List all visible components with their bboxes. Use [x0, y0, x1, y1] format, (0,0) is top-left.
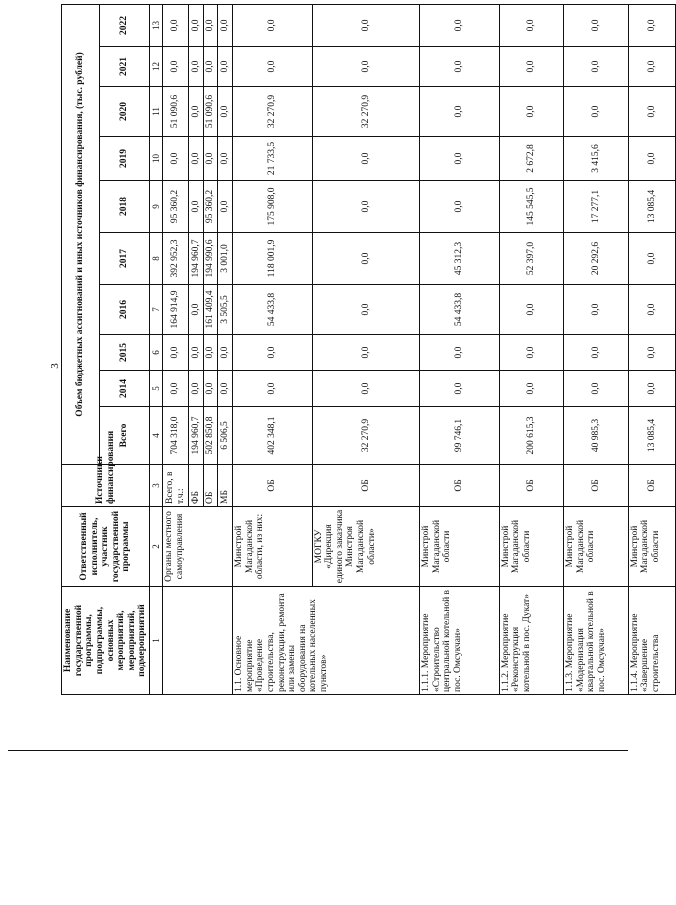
row-value: 145 545,5 — [499, 181, 564, 233]
row-value: 0,0 — [499, 47, 564, 87]
row-executor: Минстрой Магаданской области, из них: — [233, 507, 313, 587]
row-value: 0,0 — [218, 87, 233, 137]
row-value: 0,0 — [189, 47, 204, 87]
row-value: 0,0 — [420, 4, 500, 46]
row-value: 21 733,5 — [233, 137, 313, 181]
row-value: 0,0 — [628, 285, 675, 335]
row-value: 17 277,1 — [564, 181, 629, 233]
table-row — [163, 4, 189, 694]
row-value: 0,0 — [163, 4, 189, 46]
row-value: 51 090,6 — [163, 87, 189, 137]
row-value: 0,0 — [203, 371, 218, 407]
column-number: 13 — [150, 4, 163, 46]
row-value: 0,0 — [499, 87, 564, 137]
row-value: 0,0 — [564, 47, 629, 87]
row-value: 0,0 — [189, 4, 204, 46]
row-executor: Минстрой Магаданской области — [499, 507, 564, 587]
row-value: 32 270,9 — [233, 87, 313, 137]
row-value: 0,0 — [203, 4, 218, 46]
table-row — [628, 4, 675, 694]
header-year: 2018 — [100, 181, 150, 233]
header-total: Всего — [100, 407, 150, 465]
row-value: 45 312,3 — [420, 233, 500, 285]
row-value: 0,0 — [628, 335, 675, 371]
row-total: 40 985,3 — [564, 407, 629, 465]
row-value: 0,0 — [564, 87, 629, 137]
row-value: 0,0 — [628, 371, 675, 407]
row-source: ОБ — [499, 465, 564, 507]
column-number: 2 — [150, 507, 163, 587]
row-value: 164 914,9 — [163, 285, 189, 335]
row-value: 0,0 — [564, 4, 629, 46]
row-source: ОБ — [312, 465, 420, 507]
row-value: 52 397,0 — [499, 233, 564, 285]
row-value: 20 292,6 — [564, 233, 629, 285]
budget-table — [61, 4, 676, 695]
row-value: 3 415,6 — [564, 137, 629, 181]
row-source: МБ — [218, 465, 233, 507]
column-number: 4 — [150, 407, 163, 465]
row-value: 32 270,9 — [312, 87, 420, 137]
row-value: 0,0 — [218, 335, 233, 371]
row-value: 392 952,3 — [163, 233, 189, 285]
column-number: 12 — [150, 47, 163, 87]
row-value: 0,0 — [420, 137, 500, 181]
table-row — [420, 4, 500, 694]
row-value: 54 433,8 — [420, 285, 500, 335]
row-source: ФБ — [189, 465, 204, 507]
row-value: 0,0 — [312, 335, 420, 371]
column-number: 3 — [150, 465, 163, 507]
row-name-cell: 1.1.4. Мероприятие «Завершение строительства — [628, 587, 675, 695]
row-value: 194 960,7 — [189, 233, 204, 285]
row-total: 194 960,7 — [189, 407, 204, 465]
header-year: 2015 — [100, 335, 150, 371]
row-total: 402 348,1 — [233, 407, 313, 465]
row-source: ОБ — [420, 465, 500, 507]
header-volume: Объем бюджетных ассигнований и иных источников финансирования, (тыс. рублей) — [62, 4, 100, 464]
row-source: ОБ — [203, 465, 218, 507]
row-value: 0,0 — [203, 335, 218, 371]
table-row — [564, 4, 629, 694]
row-value: 0,0 — [233, 4, 313, 46]
row-value: 0,0 — [233, 335, 313, 371]
row-executor: Органы местного самоуправления — [163, 507, 233, 587]
row-source: ОБ — [233, 465, 313, 507]
row-total: 13 085,4 — [628, 407, 675, 465]
row-value: 161 409,4 — [203, 285, 218, 335]
row-name-cell: 1.1.2. Мероприятие «Реконструкция котельной в пос. Дукат» — [499, 587, 564, 695]
row-source: ОБ — [628, 465, 675, 507]
row-total: 6 506,5 — [218, 407, 233, 465]
row-value: 0,0 — [233, 47, 313, 87]
row-value: 0,0 — [420, 335, 500, 371]
row-value: 0,0 — [163, 137, 189, 181]
row-total: 704 318,0 — [163, 407, 189, 465]
row-name-cell: 1.1.1. Мероприятие «Строительство центральной котельной в пос. Омсукчан» — [420, 587, 500, 695]
row-value: 0,0 — [189, 335, 204, 371]
row-value: 0,0 — [420, 87, 500, 137]
row-value: 0,0 — [564, 335, 629, 371]
row-value: 0,0 — [564, 371, 629, 407]
row-value: 0,0 — [189, 87, 204, 137]
row-total: 99 746,1 — [420, 407, 500, 465]
row-value: 0,0 — [312, 285, 420, 335]
row-value: 0,0 — [312, 137, 420, 181]
column-number: 10 — [150, 137, 163, 181]
row-value: 95 360,2 — [163, 181, 189, 233]
row-value: 95 360,2 — [203, 181, 218, 233]
row-total: 32 270,9 — [312, 407, 420, 465]
row-value: 0,0 — [420, 181, 500, 233]
rotated-page-content — [61, 5, 666, 695]
header-year: 2020 — [100, 87, 150, 137]
row-value: 0,0 — [312, 47, 420, 87]
row-value: 0,0 — [628, 87, 675, 137]
row-value: 0,0 — [218, 137, 233, 181]
row-value: 0,0 — [233, 371, 313, 407]
column-number: 8 — [150, 233, 163, 285]
row-total: 502 850,8 — [203, 407, 218, 465]
row-value: 0,0 — [189, 181, 204, 233]
row-value: 0,0 — [628, 233, 675, 285]
column-number: 6 — [150, 335, 163, 371]
row-value: 0,0 — [628, 4, 675, 46]
row-value: 0,0 — [499, 4, 564, 46]
row-executor: МОГКУ «Дирекция единого заказчика Минстроя Магаданской области» — [312, 507, 420, 587]
row-value: 118 001,9 — [233, 233, 313, 285]
row-value: 0,0 — [218, 371, 233, 407]
table-row — [499, 4, 564, 694]
column-number: 1 — [150, 587, 163, 695]
header-source: Источники финансирования — [62, 465, 150, 507]
row-value: 0,0 — [564, 285, 629, 335]
row-value: 0,0 — [189, 137, 204, 181]
row-value: 0,0 — [218, 4, 233, 46]
header-name: Наименование государственной программы, подпрограммы, основных мероприятий, мероприятий, подмероприятий — [62, 587, 150, 695]
row-executor: Минстрой Магаданской области — [564, 507, 629, 587]
row-value: 0,0 — [189, 285, 204, 335]
row-value: 0,0 — [312, 181, 420, 233]
row-value: 0,0 — [420, 47, 500, 87]
page-divider-line — [8, 750, 628, 751]
row-value: 54 433,8 — [233, 285, 313, 335]
row-value: 175 908,0 — [233, 181, 313, 233]
row-value: 0,0 — [312, 371, 420, 407]
header-executor: Ответственный исполнитель, участник государственной программы — [62, 507, 150, 587]
row-name-cell — [163, 587, 233, 695]
header-row-main — [62, 4, 100, 694]
row-value: 0,0 — [218, 47, 233, 87]
row-value: 0,0 — [203, 47, 218, 87]
row-value: 3 505,5 — [218, 285, 233, 335]
row-name-cell: 1.1.3. Мероприятие «Модернизация квартальной котельной в пос. Омсукчан» — [564, 587, 629, 695]
row-value: 0,0 — [163, 47, 189, 87]
header-year: 2016 — [100, 285, 150, 335]
row-value: 0,0 — [499, 371, 564, 407]
header-year: 2017 — [100, 233, 150, 285]
row-value: 3 001,0 — [218, 233, 233, 285]
row-value: 194 990,6 — [203, 233, 218, 285]
row-value: 0,0 — [163, 335, 189, 371]
row-value: 0,0 — [203, 137, 218, 181]
row-value: 0,0 — [312, 233, 420, 285]
column-number: 11 — [150, 87, 163, 137]
row-value: 0,0 — [218, 181, 233, 233]
page-number: 3 — [48, 363, 61, 369]
row-value: 0,0 — [163, 371, 189, 407]
header-year: 2022 — [100, 4, 150, 46]
column-number-row — [150, 4, 163, 694]
table-row — [233, 4, 313, 694]
row-source: ОБ — [564, 465, 629, 507]
row-value: 0,0 — [628, 47, 675, 87]
row-value: 0,0 — [312, 4, 420, 46]
row-value: 0,0 — [499, 285, 564, 335]
header-year: 2019 — [100, 137, 150, 181]
header-year: 2014 — [100, 371, 150, 407]
row-value: 51 090,6 — [203, 87, 218, 137]
row-name-cell: 1.1. Основное мероприятие «Проведение строительства, реконструкции, ремонта или замены оборудования на котельных населенных пунктов» — [233, 587, 420, 695]
row-executor: Минстрой Магаданской области — [628, 507, 675, 587]
row-executor: Минстрой Магаданской области — [420, 507, 500, 587]
row-total: 200 615,3 — [499, 407, 564, 465]
row-value: 0,0 — [189, 371, 204, 407]
row-value: 0,0 — [499, 335, 564, 371]
row-value: 13 085,4 — [628, 181, 675, 233]
header-year: 2021 — [100, 47, 150, 87]
row-source: Всего, в т.ч.: — [163, 465, 189, 507]
row-value: 0,0 — [628, 137, 675, 181]
column-number: 5 — [150, 371, 163, 407]
row-value: 2 672,8 — [499, 137, 564, 181]
row-value: 0,0 — [420, 371, 500, 407]
column-number: 9 — [150, 181, 163, 233]
column-number: 7 — [150, 285, 163, 335]
